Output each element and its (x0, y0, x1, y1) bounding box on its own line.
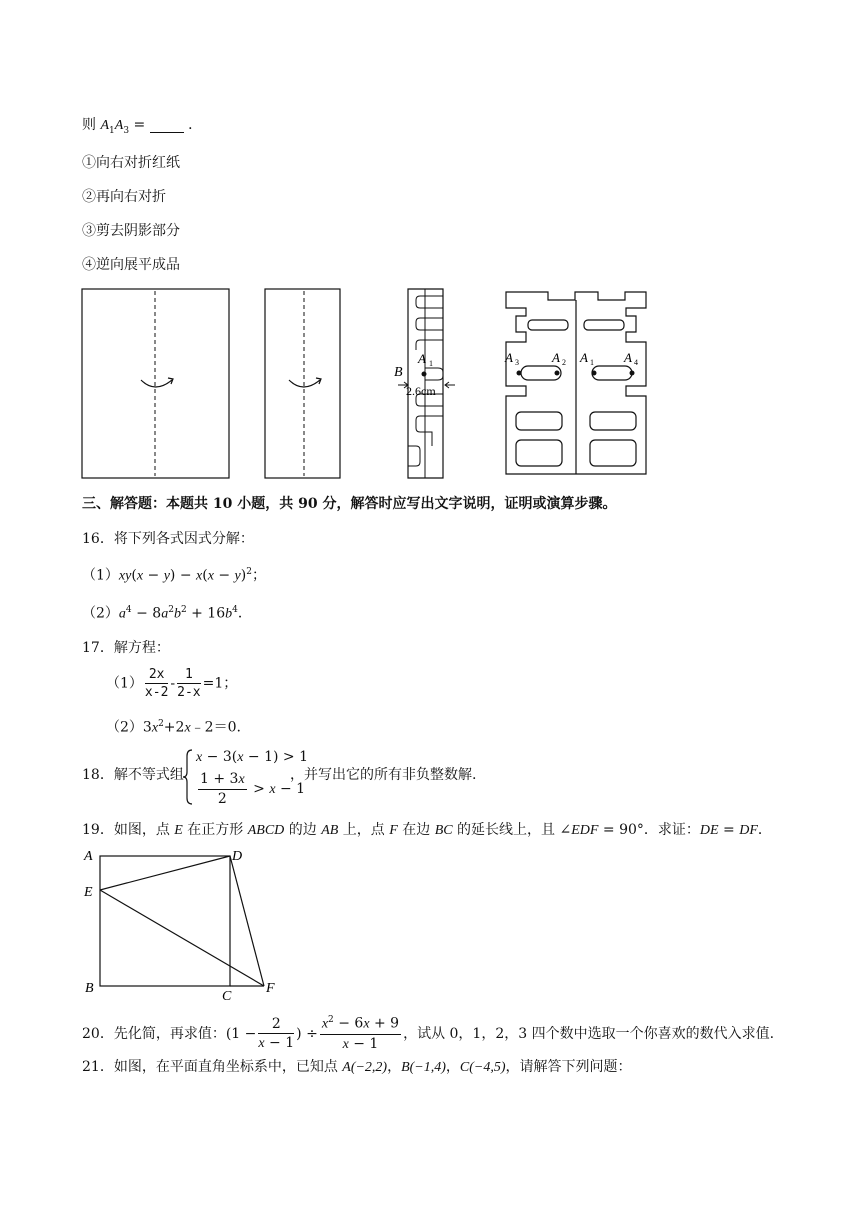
vertex-E: E (84, 885, 93, 900)
label-A1b: A (580, 350, 588, 365)
q16-part2: $(2)a^4 - 8a^2b^2 + 16b^4$． (82, 605, 252, 622)
svg-text:3: 3 (515, 358, 519, 367)
svg-text:1: 1 (429, 359, 433, 368)
fold-arrow-icon (141, 380, 172, 387)
q21-text: 21．如图，在平面直角坐标系中，已知点 A(−2,2)，B(−1,4)，C(−4,5)，请解答下列问题： (82, 1059, 632, 1075)
label-B: B (394, 365, 403, 380)
q16-title: 16．将下列各式因式分解： (82, 531, 254, 547)
paper-cut-figure (0, 0, 860, 490)
q20-text: 20．先化简，再求值：(1 − $\frac{2}{x - 1}$ ) ÷ $\frac{x^2 - 6x + 9}{x - 1}$ ，试从 0，1，2，3 四个数中选取一个你喜欢的数代入求值. (82, 1015, 775, 1052)
step-3: ③剪去阴影部分 (82, 223, 180, 239)
vertex-A: A (84, 849, 93, 864)
fig19-diagram (80, 842, 300, 1007)
panel-folded-once (265, 289, 340, 478)
label-A3: A (505, 350, 513, 365)
q17-part1: （1） $\frac{2x}{x-2}$ - $\frac{1}{2-x}$ =1； (106, 667, 238, 700)
vertex-D: D (232, 849, 243, 864)
vertex-F: F (266, 981, 275, 996)
q17-title: 17．解方程： (82, 640, 170, 656)
q18-ineq2: $\frac{1 + 3x}{2}$ > x − 1 (200, 771, 306, 807)
svg-text:1: 1 (590, 358, 594, 367)
step-2: ②再向右对折 (82, 189, 166, 205)
svg-text:2: 2 (562, 358, 566, 367)
panel-double-happiness (506, 292, 646, 474)
svg-text:4: 4 (634, 358, 638, 367)
q17-part2: $(2)3x^2+2x﹣2=0$. (106, 719, 241, 736)
label-A4: A (624, 350, 632, 365)
q18-tail: ，并写出它的所有非负整数解. (290, 767, 477, 783)
q16-part1: $(1)xy(x - y) - x(x - y)^2$； (82, 567, 266, 584)
section-3-heading: 三、解答题：本题共 10 小题，共 90 分，解答时应写出文字说明，证明或演算步骤。 (82, 496, 617, 512)
q18-ineq1: x − 3(x − 1) > 1 (196, 749, 308, 765)
step-4: ④逆向展平成品 (82, 257, 180, 273)
q18-title: 18．解不等式组 (82, 767, 184, 783)
label-length: 2.6cm (406, 384, 436, 398)
vertex-C: C (222, 989, 232, 1004)
q15-answer-line: 则 $A_1A_3$ = ． (82, 117, 203, 136)
label-A2: A (552, 350, 560, 365)
vertex-B: B (85, 981, 94, 996)
step-1: ①向右对折红纸 (82, 155, 180, 171)
label-A1: A (418, 351, 426, 366)
brace-icon (182, 748, 194, 806)
q19-text: 19．如图，点 E 在正方形 ABCD 的边 AB 上，点 F 在边 BC 的延长线上，且 ∠EDF = 90°．求证：DE = DF． (82, 822, 772, 838)
